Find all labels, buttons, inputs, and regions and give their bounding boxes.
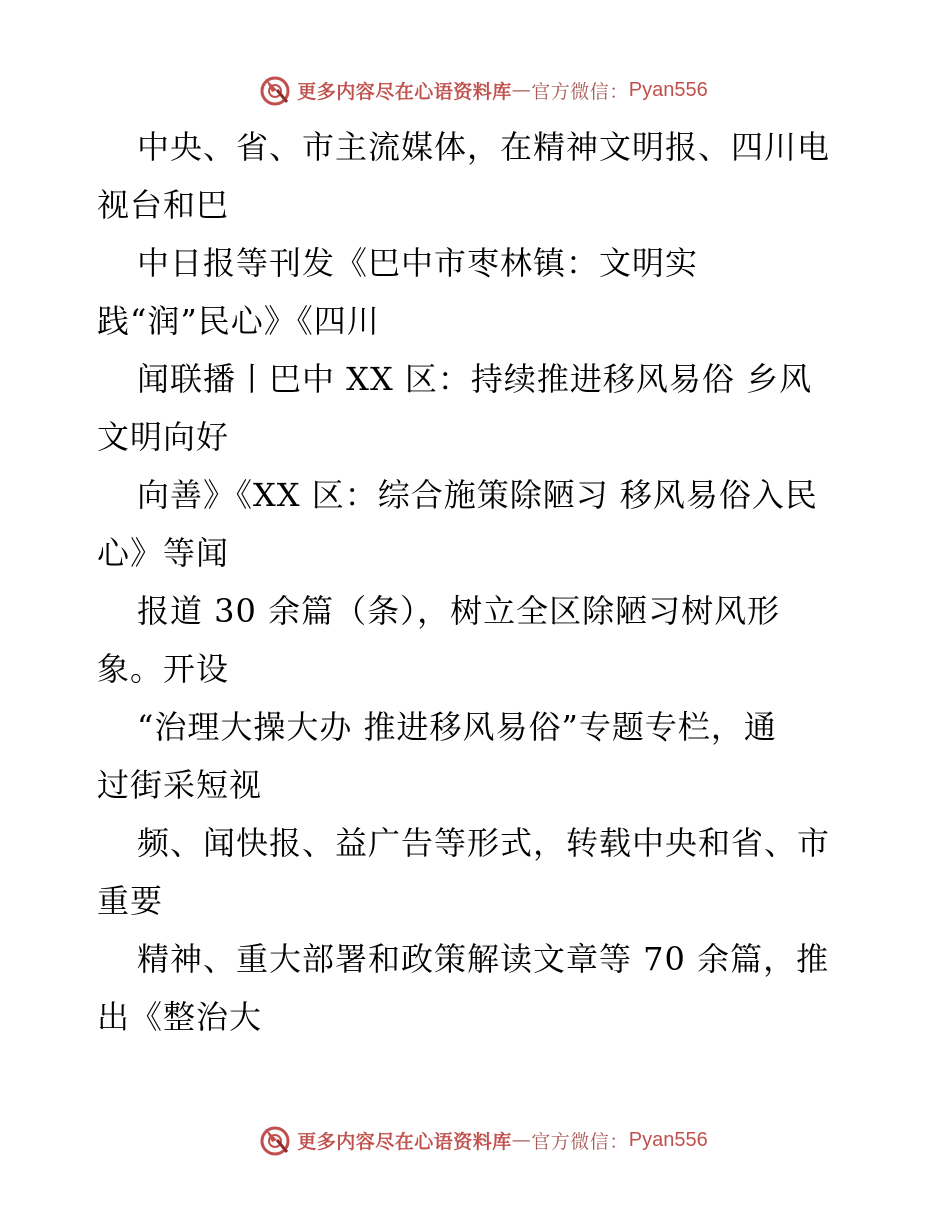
body-line: 过街采短视 [97, 766, 263, 804]
banner-separator: — [511, 1129, 532, 1151]
body-line: 重要 [97, 882, 164, 920]
body-line: 出《整治大 [97, 998, 263, 1036]
body-line: 践“润”民心》《四川 [97, 302, 380, 340]
body-line: 中日报等刊发《巴中市枣林镇：文明实 [137, 244, 699, 282]
header-banner-content [257, 72, 708, 108]
body-line: 闻联播丨巴中 XX 区：持续推进移风易俗 乡风 [137, 360, 813, 398]
body-line: 文明向好 [97, 418, 230, 456]
banner-wechat-id: Pyan556 [628, 78, 708, 101]
footer-banner [0, 1120, 950, 1160]
body-line: 精神、重大部署和政策解读文章等 70 余篇，推 [137, 940, 830, 978]
body-line: “治理大操大办 推进移风易俗”专题专栏，通 [137, 708, 777, 746]
body-line: 心》等闻 [97, 534, 230, 572]
banner-title: 更多内容尽在心语资料库 [297, 1130, 512, 1153]
brand-logo-icon [257, 72, 293, 108]
banner-wechat-label: 官方微信： [531, 80, 629, 103]
banner-wechat-id: Pyan556 [628, 1128, 708, 1151]
body-line: 视台和巴 [97, 186, 230, 224]
banner-separator: — [511, 79, 532, 101]
body-line: 向善》《XX 区：综合施策除陋习 移风易俗入民 [137, 476, 818, 514]
body-line: 频、闻快报、益广告等形式，转载中央和省、市 [137, 824, 831, 862]
brand-logo-icon [257, 1122, 293, 1158]
body-line: 象。开设 [97, 650, 230, 688]
banner-title: 更多内容尽在心语资料库 [297, 80, 512, 103]
document-body [97, 118, 867, 1046]
footer-banner-content [257, 1122, 708, 1158]
body-line: 中央、省、市主流媒体，在精神文明报、四川电 [137, 128, 831, 166]
body-line: 报道 30 余篇（条），树立全区除陋习树风形 [137, 592, 781, 630]
header-banner [0, 70, 950, 110]
banner-wechat-label: 官方微信： [531, 1130, 629, 1153]
